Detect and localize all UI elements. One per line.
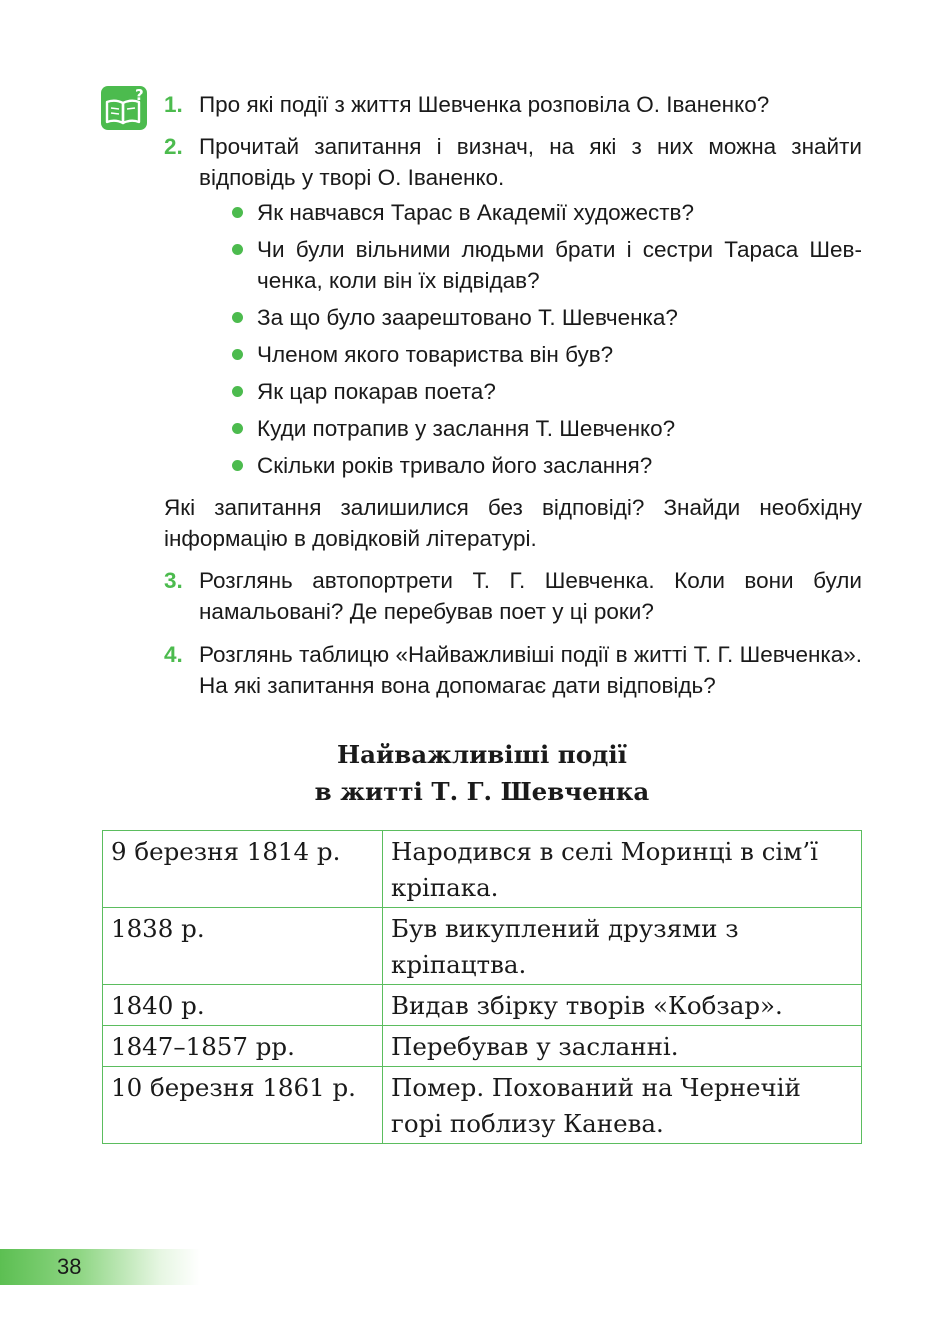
event-cell: Перебував у засланні. xyxy=(383,1026,862,1067)
list-item-text: Як навчався Тарас в Академії художеств? xyxy=(257,200,695,225)
date-cell: 1847–1857 рр. xyxy=(103,1026,383,1067)
list-item xyxy=(221,197,862,228)
page-number-tab xyxy=(0,1249,200,1285)
question-number: 2. xyxy=(164,134,183,159)
list-item xyxy=(221,450,862,481)
bullet-icon xyxy=(232,207,243,218)
list-item-text: Як цар покарав поета? xyxy=(257,379,496,404)
date-cell: 1840 р. xyxy=(103,985,383,1026)
event-cell: Був викуплений друзями з кріпацтва. xyxy=(383,908,862,985)
list-item xyxy=(221,302,862,333)
list-item-text: За що було заарештовано Т. Шевченка? xyxy=(257,305,678,330)
list-item-text: Скільки років тривало його заслання? xyxy=(257,453,653,478)
question-text: Про які події з життя Шевченка розповіла О. Іваненко? xyxy=(199,92,770,117)
event-cell: Видав збірку творів «Кобзар». xyxy=(383,985,862,1026)
table-row xyxy=(103,1067,862,1144)
table-row xyxy=(103,985,862,1026)
date-cell: 1838 р. xyxy=(103,908,383,985)
question-text: Розглянь таблицю «Найважливіші події в житті Т. Г. Шевченка». На які запитання вона допомагає дати відповідь? xyxy=(199,642,862,698)
bullet-icon xyxy=(232,423,243,434)
bullet-icon xyxy=(232,460,243,471)
list-item-text: Куди потрапив у заслання Т. Шевченко? xyxy=(257,416,676,441)
table-title-line: Найважливіші події xyxy=(337,740,627,769)
list-item xyxy=(221,234,862,296)
table-row xyxy=(103,908,862,985)
question-3 xyxy=(164,565,862,627)
events-table xyxy=(102,830,862,1144)
question-number: 3. xyxy=(164,568,183,593)
table-title xyxy=(102,736,862,810)
bullet-icon xyxy=(232,386,243,397)
question-2 xyxy=(164,131,862,481)
event-cell: Помер. Похований на Чернечій горі поблизу Канева. xyxy=(383,1067,862,1144)
list-item-text: Чи були вільними людьми брати і сестри Тараса Шевченка, коли він їх відвідав? xyxy=(257,237,862,293)
bullet-list xyxy=(199,197,862,481)
page-number: 38 xyxy=(57,1254,82,1279)
question-4 xyxy=(164,639,862,701)
bullet-icon xyxy=(232,349,243,360)
question-text: Прочитай запитання і визнач, на які з них можна знайти відповідь у творі О. Іваненко. xyxy=(199,134,862,190)
book-question-icon xyxy=(101,86,147,130)
list-item-text: Членом якого товариства він був? xyxy=(257,342,614,367)
svg-text:?: ? xyxy=(135,86,144,104)
list-item xyxy=(221,339,862,370)
table-row xyxy=(103,831,862,908)
questions-block xyxy=(164,89,862,701)
table-row xyxy=(103,1026,862,1067)
list-item xyxy=(221,376,862,407)
question-1 xyxy=(164,89,862,120)
bullet-icon xyxy=(232,244,243,255)
event-cell: Народився в селі Моринці в сім’ї кріпака. xyxy=(383,831,862,908)
table-title-line: в житті Т. Г. Шевченка xyxy=(314,777,650,806)
date-cell: 10 березня 1861 р. xyxy=(103,1067,383,1144)
question-text: Розглянь автопортрети Т. Г. Шевченка. Коли вони були намальовані? Де перебував поет у ці роки? xyxy=(199,568,862,624)
list-item xyxy=(221,413,862,444)
bullet-icon xyxy=(232,312,243,323)
question-number: 1. xyxy=(164,92,183,117)
date-cell: 9 березня 1814 р. xyxy=(103,831,383,908)
question-number: 4. xyxy=(164,642,183,667)
note-paragraph: Які запитання залишилися без відповіді? Знайди необхідну інформацію в довідковій літературі. xyxy=(164,495,862,551)
